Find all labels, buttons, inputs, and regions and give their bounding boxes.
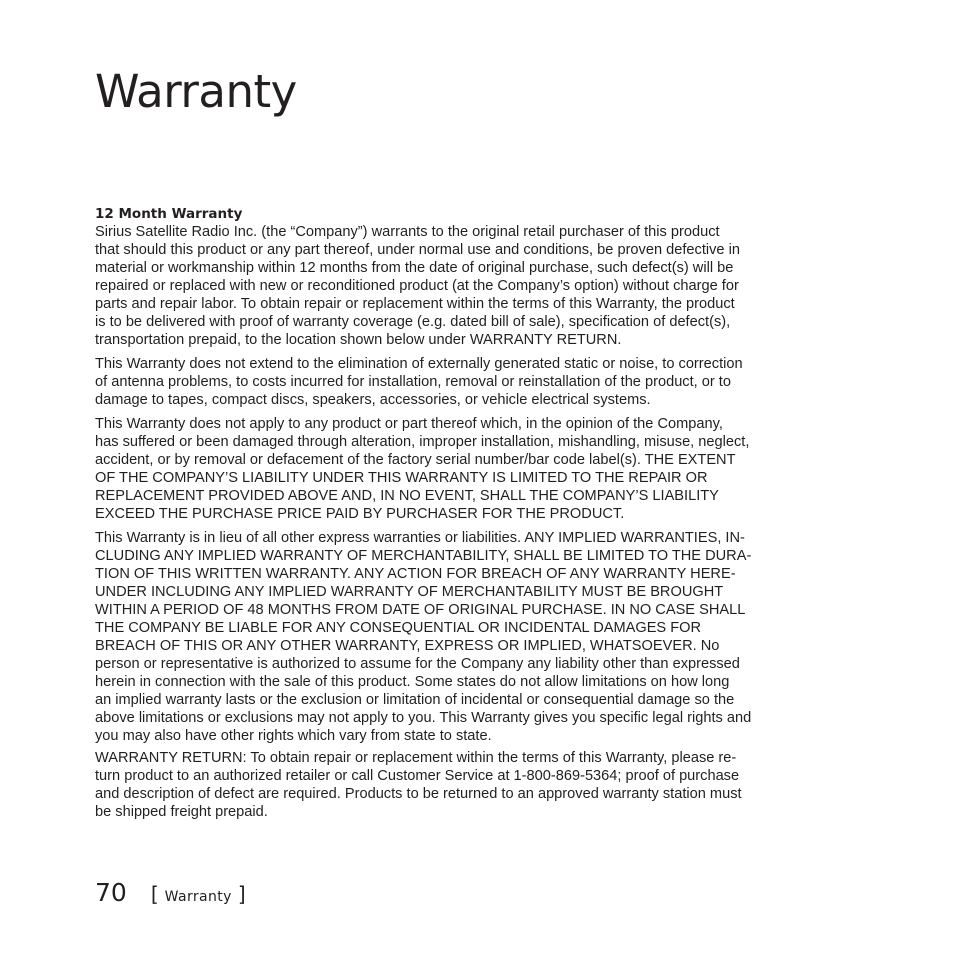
page-title: Warranty <box>95 65 297 118</box>
warranty-paragraph-implied: This Warranty is in lieu of all other express warranties or liabilities. ANY IMPLIED WARRANTIES, IN- CLUDING ANY IMPLIED WARRANTY OF MERCHANTABILITY, SHALL BE LIMITED TO THE DURA- TION OF THIS WRITTEN WARRANTY. ANY ACTION FOR BREACH OF ANY WARRANTY HERE- UNDER INCLUDING ANY IMPLIED WARRANTY OF MERCHANTABILITY MUST BE BROUGHT WITHIN A PERIOD OF 48 MONTHS FROM DATE OF ORIGINAL PURCHASE. IN NO CASE SHALL THE COMPANY BE LIABLE FOR ANY CONSEQUENTIAL OR INCIDENTAL DAMAGES FOR BREACH OF THIS OR ANY OTHER WARRANTY, EXPRESS OR IMPLIED, WHATSOEVER. No person or representative is authorized to assume for the Company any liability other than expressed herein in connection with the sale of this product. Some states do not allow limitations on how long an implied warranty lasts or the exclusion or limitation of incidental or consequential damage so the above limitations or exclusions may not apply to you. This Warranty gives you specific legal rights and you may also have other rights which vary from state to state. <box>95 530 752 744</box>
warranty-paragraph-coverage: Sirius Satellite Radio Inc. (the “Company”) warrants to the original retail purchaser of this product that should this product or any part thereof, under normal use and conditions, be proven defective in material or workmanship within 12 months from the date of original purchase, such defect(s) will be repaired or replaced with new or reconditioned product (at the Company’s option) without charge for parts and repair labor. To obtain repair or replacement within the terms of this Warranty, the product is to be delivered with proof of warranty coverage (e.g. dated bill of sale), specification of defect(s), transportation prepaid, to the location shown below under WARRANTY RETURN. <box>95 224 740 348</box>
section-heading: 12 Month Warranty <box>95 206 243 222</box>
page-footer <box>95 878 246 908</box>
running-head <box>151 882 246 906</box>
warranty-paragraph-exclusions: This Warranty does not extend to the elimination of externally generated static or noise, to correction of antenna problems, to costs incurred for installation, removal or reinstallation of the product, or to damage to tapes, compact discs, speakers, accessories, or vehicle electrical systems. <box>95 356 743 408</box>
bracket-open: [ <box>150 882 159 906</box>
page-number: 70 <box>95 878 127 907</box>
warranty-paragraph-return: WARRANTY RETURN: To obtain repair or replacement within the terms of this Warranty, please re- turn product to an authorized retailer or call Customer Service at 1-800-869-5364; proof of purchase and description of defect are required. Products to be returned to an approved warranty station must be shipped freight prepaid. <box>95 750 742 820</box>
warranty-paragraph-limitations: This Warranty does not apply to any product or part thereof which, in the opinion of the Company, has suffered or been damaged through alteration, improper installation, mishandling, misuse, neglect, accident, or by removal or defacement of the factory serial number/bar code label(s). THE EXTENT OF THE COMPANY’S LIABILITY UNDER THIS WARRANTY IS LIMITED TO THE REPAIR OR REPLACEMENT PROVIDED ABOVE AND, IN NO EVENT, SHALL THE COMPANY’S LIABILITY EXCEED THE PURCHASE PRICE PAID BY PURCHASER FOR THE PRODUCT. <box>95 416 750 522</box>
running-head-label: Warranty <box>164 889 232 905</box>
bracket-close: ] <box>237 882 246 906</box>
warranty-section <box>95 204 859 827</box>
